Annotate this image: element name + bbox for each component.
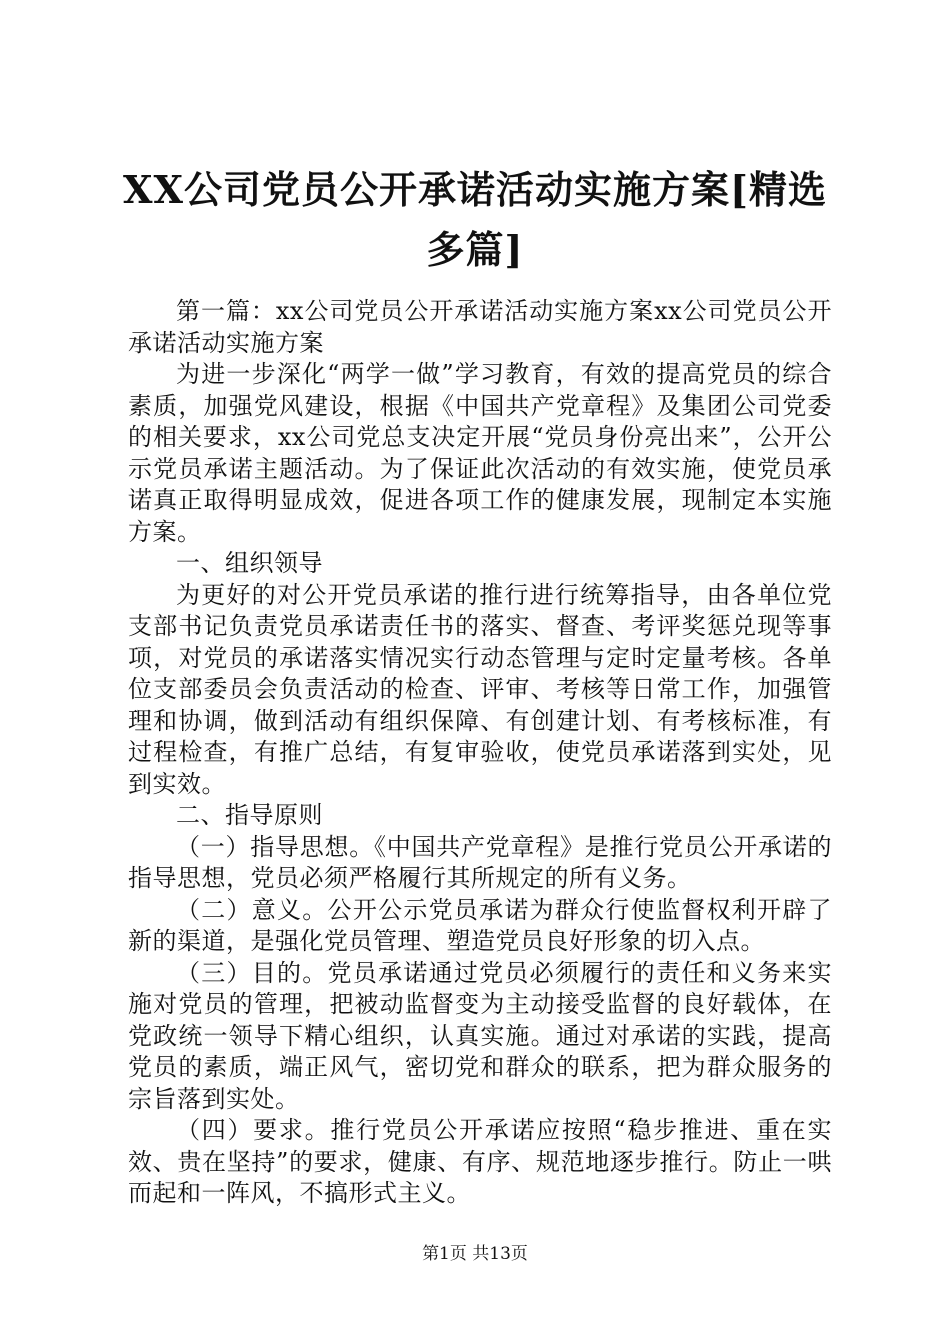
document-body bbox=[128, 296, 832, 1210]
section-heading-organization: 一、组织领导 bbox=[176, 549, 323, 577]
paragraph-requirements: （四）要求。推行党员公开承诺应按照“稳步推进、重在实效、贵在坚持”的要求，健康、有序、规范地逐步推行。防止一哄而起和一阵风，不搞形式主义。 bbox=[128, 1116, 832, 1207]
paragraph-significance: （二）意义。公开公示党员承诺为群众行使监督权利开辟了新的渠道，是强化党员管理、塑造党员良好形象的切入点。 bbox=[128, 895, 832, 955]
section-heading-principles: 二、指导原则 bbox=[176, 801, 323, 829]
paragraph-purpose: （三）目的。党员承诺通过党员必须履行的责任和义务来实施对党员的管理，把被动监督变为主动接受监督的良好载体，在党政统一领导下精心组织，认真实施。通过对承诺的实践，提高党员的素质，端正风气，密切党和群众的联系，把为群众服务的宗旨落到实处。 bbox=[128, 958, 832, 1113]
document-title: XX公司党员公开承诺活动实施方案[精选多篇] bbox=[123, 167, 827, 272]
page-number-footer: 第1页 共13页 bbox=[422, 1244, 528, 1264]
paragraph-intro-heading: 第一篇：xx公司党员公开承诺活动实施方案xx公司党员公开承诺活动实施方案 bbox=[128, 297, 832, 357]
paragraph-organization: 为更好的对公开党员承诺的推行进行统筹指导，由各单位党支部书记负责党员承诺责任书的落实、督查、考评奖惩兑现等事项，对党员的承诺落实情况实行动态管理与定时定量考核。各单位支部委员会负责活动的检查、评审、考核等日常工作，加强管理和协调，做到活动有组织保障、有创建计划、有考核标准，有过程检查，有推广总结，有复审验收，使党员承诺落到实处，见到实效。 bbox=[128, 580, 832, 798]
paragraph-guiding-thought: （一）指导思想。《中国共产党章程》是推行党员公开承诺的指导思想，党员必须严格履行其所规定的所有义务。 bbox=[128, 832, 832, 892]
paragraph-background: 为进一步深化“两学一做”学习教育，有效的提高党员的综合素质，加强党风建设，根据《中国共产党章程》及集团公司党委的相关要求，xx公司党总支决定开展“党员身份亮出来”，公开公示党员承诺主题活动。为了保证此次活动的有效实施，使党员承诺真正取得明显成效，促进各项工作的健康发展，现制定本实施方案。 bbox=[128, 360, 832, 546]
